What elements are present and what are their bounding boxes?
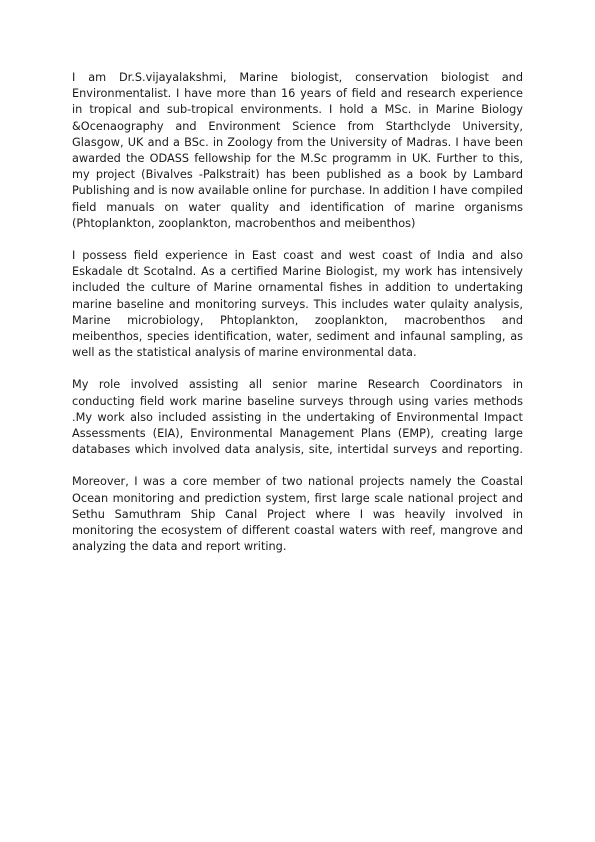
paragraph-field-experience: I possess field experience in East coast and west coast of India and also Eskadale dt Scotalnd. As a certified Marine Biologist, my work has intensively included the culture of Marine ornamental fishes in addition to undertaking marine baseline and monitoring surveys. This includes water qulaity analysis, Marine microbiology, Phtoplankton, zooplankton, macrobenthos and meibenthos, species identification, water, sediment and infaunal sampling, as well as the statistical analysis of marine environmental data. [72, 249, 523, 360]
document-body [72, 70, 523, 571]
paragraph-role: My role involved assisting all senior marine Research Coordinators in conducting field work marine baseline surveys through using varies methods .My work also included assisting in the undertaking of Environmental Impact Assessments (EIA), Environmental Management Plans (EMP), creating large databases which involved data analysis, site, intertidal surveys and reporting. [72, 378, 523, 457]
paragraph-national-projects: Moreover, I was a core member of two national projects namely the Coastal Ocean monitoring and prediction system, first large scale national project and Sethu Samuthram Ship Canal Project where I was heavily involved in monitoring the ecosystem of different coastal waters with reef, mangrove and analyzing the data and report writing. [72, 475, 523, 554]
paragraph-introduction: I am Dr.S.vijayalakshmi, Marine biologist, conservation biologist and Environmentalist. I have more than 16 years of field and research experience in tropical and sub-tropical environments. I hold a MSc. in Marine Biology &Ocenaography and Environment Science from Starthclyde University, Glasgow, UK and a BSc. in Zoology from the University of Madras. I have been awarded the ODASS fellowship for the M.Sc programm in UK. Further to this, my project (Bivalves -Palkstrait) has been published as a book by Lambard Publishing and is now available online for purchase. In addition I have compiled field manuals on water quality and identification of marine organisms (Phtoplankton, zooplankton, macrobenthos and meibenthos) [72, 71, 523, 230]
